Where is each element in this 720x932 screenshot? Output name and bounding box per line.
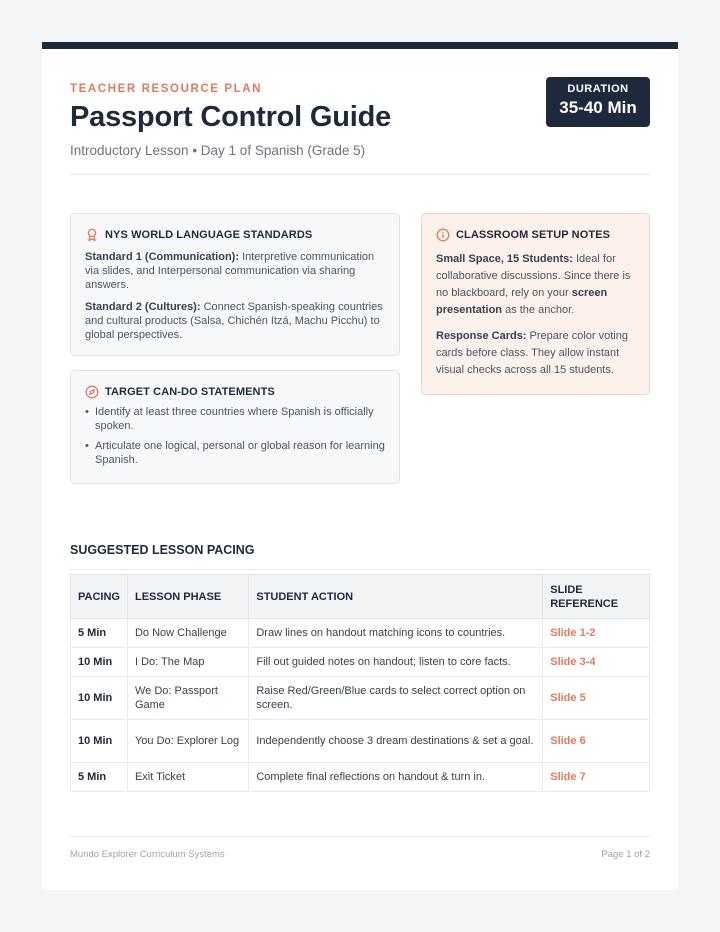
- pacing-section-title: SUGGESTED LESSON PACING: [70, 543, 650, 570]
- phase-cell: Do Now Challenge: [127, 619, 248, 648]
- cando-list: [85, 405, 385, 467]
- list-item: • Articulate one logical, personal or global reason for learning Spanish.: [85, 439, 385, 467]
- setup-card: [421, 213, 650, 395]
- phase-cell: I Do: The Map: [127, 648, 248, 677]
- pace-cell: 10 Min: [71, 648, 128, 677]
- top-accent-bar: [42, 42, 678, 49]
- column-header-slide: SLIDE REFERENCE: [543, 575, 650, 619]
- action-cell: Independently choose 3 dream destinations & set a goal.: [249, 720, 543, 763]
- cando-heading-text: TARGET CAN-DO STATEMENTS: [105, 386, 275, 398]
- duration-value: 35-40 Min: [559, 98, 637, 117]
- ribbon-icon: [85, 228, 99, 242]
- cando-card: [70, 370, 400, 484]
- pacing-table: [70, 574, 650, 792]
- action-cell: Raise Red/Green/Blue cards to select correct option on screen.: [249, 677, 543, 720]
- cando-heading: [85, 385, 385, 399]
- list-item: • Identify at least three countries where Spanish is officially spoken.: [85, 405, 385, 433]
- standard-item: Standard 1 (Communication): Interpretive communication via slides, and Interpersonal communication via sharing answers.: [85, 251, 375, 291]
- action-cell: Complete final reflections on handout & turn in.: [249, 763, 543, 792]
- compass-icon: [85, 385, 99, 399]
- eyebrow-label: TEACHER RESOURCE PLAN: [70, 83, 263, 95]
- pace-cell: 10 Min: [71, 677, 128, 720]
- table-row: [71, 677, 650, 720]
- phase-cell: We Do: Passport Game: [127, 677, 248, 720]
- slide-cell: Slide 3-4: [543, 648, 650, 677]
- slide-cell: Slide 5: [543, 677, 650, 720]
- column-header-pacing: PACING: [71, 575, 128, 619]
- standard-item: Standard 2 (Cultures): Connect Spanish-speaking countries and cultural products (Salsa, Chichén Itzá, Machu Picchu) to global perspectives.: [85, 301, 383, 341]
- table-row: [71, 763, 650, 792]
- page-footer: [70, 836, 650, 860]
- duration-badge: [546, 77, 650, 127]
- table-row: [71, 619, 650, 648]
- page-title: Passport Control Guide: [70, 101, 392, 133]
- page-header: [70, 49, 650, 175]
- setup-heading-text: CLASSROOM SETUP NOTES: [456, 229, 611, 241]
- standards-heading-text: NYS WORLD LANGUAGE STANDARDS: [105, 229, 313, 241]
- footer-publisher: Mundo Explorer Curriculum Systems: [70, 849, 225, 860]
- standards-heading: [85, 228, 385, 242]
- duration-label: DURATION: [567, 83, 629, 95]
- column-header-phase: LESSON PHASE: [127, 575, 248, 619]
- setup-heading: [436, 228, 635, 242]
- document-page: [42, 42, 678, 890]
- standards-card: [70, 213, 400, 356]
- page-number: Page 1 of 2: [601, 849, 650, 860]
- table-header-row: [71, 575, 650, 619]
- pace-cell: 5 Min: [71, 619, 128, 648]
- action-cell: Fill out guided notes on handout; listen to core facts.: [249, 648, 543, 677]
- slide-cell: Slide 1-2: [543, 619, 650, 648]
- phase-cell: You Do: Explorer Log: [127, 720, 248, 763]
- slide-cell: Slide 7: [543, 763, 650, 792]
- column-header-action: STUDENT ACTION: [249, 575, 543, 619]
- setup-note: Response Cards: Prepare color voting cards before class. They allow instant visual checks across all 15 students.: [436, 330, 628, 376]
- pace-cell: 10 Min: [71, 720, 128, 763]
- phase-cell: Exit Ticket: [127, 763, 248, 792]
- action-cell: Draw lines on handout matching icons to countries.: [249, 619, 543, 648]
- info-icon: [436, 228, 450, 242]
- slide-cell: Slide 6: [543, 720, 650, 763]
- table-row: [71, 648, 650, 677]
- page-subtitle: Introductory Lesson • Day 1 of Spanish (Grade 5): [70, 143, 366, 158]
- setup-note: Small Space, 15 Students: Ideal for collaborative discussions. Since there is no blackboard, rely on your screen presentation as the anchor.: [436, 253, 631, 316]
- table-row: [71, 720, 650, 763]
- pace-cell: 5 Min: [71, 763, 128, 792]
